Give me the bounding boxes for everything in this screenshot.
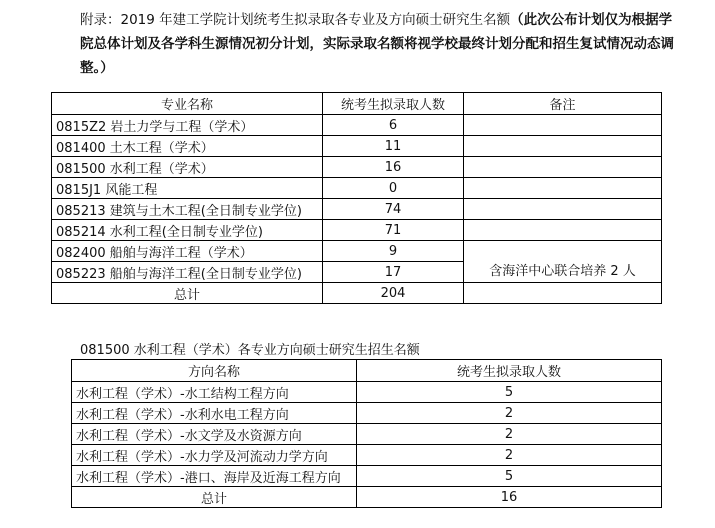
remark-cell [464,220,662,241]
direction-name: 水利工程（学术）-水利水电工程方向 [72,403,357,424]
quota-value: 2 [357,403,662,424]
table-row [72,403,662,424]
quota-value: 2 [357,445,662,466]
major-name: 082400 船舶与海洋工程（学术） [52,241,323,262]
quota-value: 17 [323,262,464,283]
total-value: 16 [357,487,662,508]
table-row [72,424,662,445]
direction-name: 水利工程（学术）-水力学及河流动力学方向 [72,445,357,466]
major-name: 085213 建筑与土木工程(全日制专业学位) [52,199,323,220]
quota-value: 9 [323,241,464,262]
remark-cell [464,136,662,157]
intro-bold-note: （此次公布计划仅为根据学院总体计划及各学科生源情况初分计划，实际录取名额将视学校最终计划分配和招生复试情况动态调整。） [80,12,674,76]
header-major-name: 专业名称 [52,93,323,115]
quota-value: 2 [357,424,662,445]
major-name: 081500 水利工程（学术） [52,157,323,178]
direction-table-title: 081500 水利工程（学术）各专业方向硕士研究生招生名额 [80,343,420,358]
quota-value: 5 [357,466,662,487]
remark-cell [464,157,662,178]
total-label: 总计 [52,283,323,304]
table-row [72,466,662,487]
intro-text: 附录：2019 年建工学院计划统考生拟录取各专业及方向硕士研究生名额 [80,12,511,28]
remark-cell [464,115,662,136]
major-name: 085223 船舶与海洋工程(全日制专业学位) [52,262,323,283]
table-row [72,445,662,466]
remark-cell [464,178,662,199]
total-row [72,487,662,508]
remark-cell [464,199,662,220]
direction-name: 水利工程（学术）-水文学及水资源方向 [72,424,357,445]
table-header-row [52,93,662,115]
header-quota: 统考生拟录取人数 [323,93,464,115]
direction-name: 水利工程（学术）-水工结构工程方向 [72,382,357,403]
major-name: 085214 水利工程(全日制专业学位) [52,220,323,241]
table-row [52,157,662,178]
quota-value: 5 [357,382,662,403]
table-row [52,115,662,136]
quota-value: 0 [323,178,464,199]
table-row [52,178,662,199]
remark-merged-cell: 含海洋中心联合培养 2 人 [464,241,662,283]
major-quota-table [51,92,662,304]
quota-value: 11 [323,136,464,157]
total-row [52,283,662,304]
direction-name: 水利工程（学术）-港口、海岸及近海工程方向 [72,466,357,487]
table-row [52,199,662,220]
total-value: 204 [323,283,464,304]
header-remark: 备注 [464,93,662,115]
table-row [52,136,662,157]
major-name: 0815Z2 岩土力学与工程（学术） [52,115,323,136]
quota-value: 71 [323,220,464,241]
table-row [52,241,662,262]
quota-value: 74 [323,199,464,220]
quota-value: 16 [323,157,464,178]
header-direction-name: 方向名称 [72,360,357,382]
table-row [72,382,662,403]
quota-value: 6 [323,115,464,136]
major-name: 0815J1 风能工程 [52,178,323,199]
total-label: 总计 [72,487,357,508]
table-header-row [72,360,662,382]
header-quota: 统考生拟录取人数 [357,360,662,382]
intro-paragraph [80,8,678,80]
remark-cell [464,283,662,304]
major-name: 081400 土木工程（学术） [52,136,323,157]
direction-quota-table [71,359,662,508]
table-row [52,220,662,241]
